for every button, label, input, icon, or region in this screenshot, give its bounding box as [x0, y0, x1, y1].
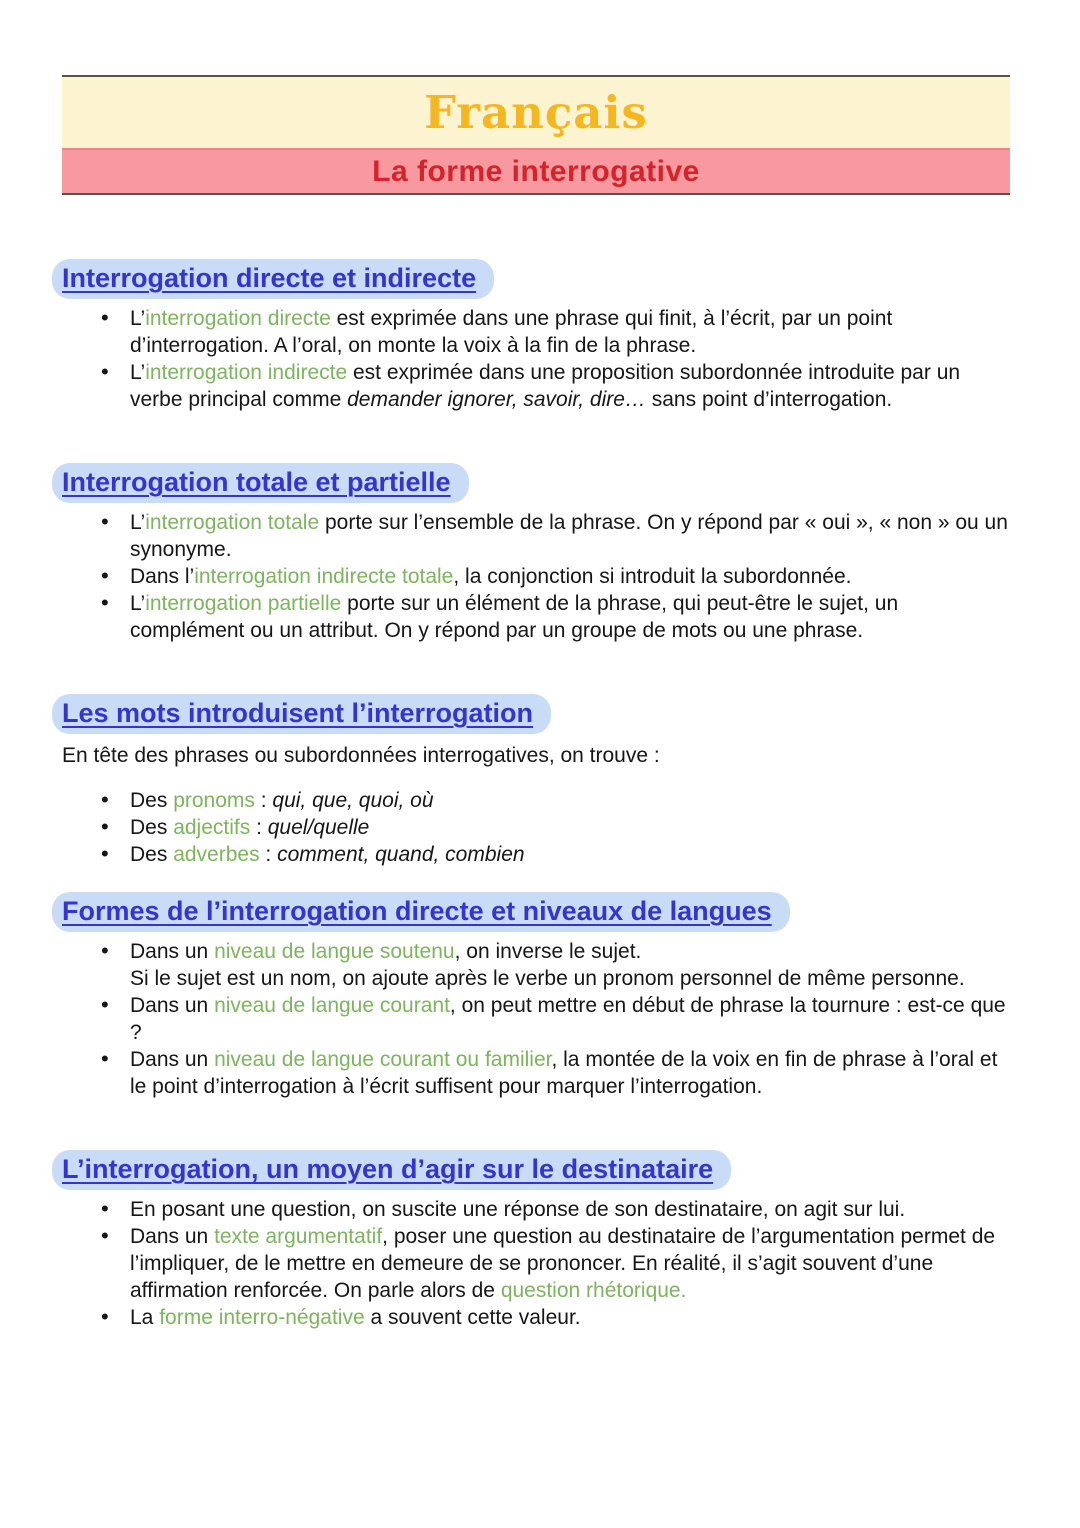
text-segment: interrogation partielle	[145, 592, 342, 615]
section-heading: Interrogation directe et indirecte	[52, 259, 494, 299]
section	[62, 1150, 1016, 1331]
bullet-item	[130, 814, 1016, 841]
bullet-item	[130, 938, 1016, 992]
lesson-band	[62, 148, 1010, 193]
bullet-item	[130, 1196, 1016, 1223]
section	[62, 892, 1016, 1100]
section-heading: Interrogation totale et partielle	[52, 463, 469, 503]
section	[62, 694, 1016, 868]
text-segment: est exprimée dans une proposition subordonnée introduite par un verbe principal comme	[130, 361, 961, 411]
text-segment: , la montée de la voix en fin de phrase à l’oral et le point d’interrogation à l’écrit suffisent pour marquer l’interrogation.	[130, 1048, 998, 1098]
bullet-item	[130, 841, 1016, 868]
text-segment: niveau de langue courant ou familier	[214, 1048, 552, 1071]
section	[62, 259, 1016, 413]
bullet-list	[62, 787, 1016, 868]
bullet-item	[130, 563, 1016, 590]
section-heading: L’interrogation, un moyen d’agir sur le destinataire	[52, 1150, 731, 1190]
text-segment: Dans l’	[130, 565, 195, 588]
text-segment: La	[130, 1306, 160, 1329]
bullet-item	[130, 1304, 1016, 1331]
text-segment: est exprimée dans une phrase qui finit, à l’écrit, par un point d’interrogation. A l’oral, on monte la voix à la fin de la phrase.	[130, 307, 893, 357]
text-segment: Dans un	[130, 940, 215, 963]
section-intro: En tête des phrases ou subordonnées interrogatives, on trouve :	[62, 744, 660, 767]
lesson-title: La forme interrogative	[372, 154, 700, 188]
text-segment: Si le sujet est un nom, on ajoute après le verbe un pronom personnel de même personne.	[130, 967, 965, 990]
text-segment: a souvent cette valeur.	[364, 1306, 581, 1329]
text-segment: Des	[130, 816, 174, 839]
bullet-item	[130, 1223, 1016, 1304]
bullet-item	[130, 992, 1016, 1046]
bullet-list	[62, 938, 1016, 1100]
sections-container	[62, 259, 1016, 1331]
text-segment: Dans un	[130, 1048, 215, 1071]
text-segment: , la conjonction si introduit la subordonnée.	[453, 565, 852, 588]
text-segment: En posant une question, on suscite une réponse de son destinataire, on agit sur lui.	[130, 1198, 906, 1221]
text-segment: niveau de langue courant	[214, 994, 450, 1017]
text-segment: pronoms	[173, 789, 255, 812]
text-segment: , on peut mettre en début de phrase la tournure : est-ce que ?	[130, 994, 1006, 1044]
text-segment: question rhétorique.	[500, 1279, 687, 1302]
text-segment: interrogation totale	[145, 511, 320, 534]
text-segment: Dans un	[130, 1225, 215, 1248]
text-segment: interrogation indirecte	[145, 361, 348, 384]
bullet-list	[62, 305, 1016, 413]
text-segment: Dans un	[130, 994, 215, 1017]
text-segment: interrogation indirecte totale	[194, 565, 454, 588]
text-segment: L’	[130, 361, 146, 384]
bullet-item	[130, 590, 1016, 644]
text-segment: , on inverse le sujet.	[454, 940, 642, 963]
text-segment: niveau de langue soutenu	[214, 940, 455, 963]
subject-title: Français	[424, 86, 648, 139]
text-segment: Des	[130, 789, 174, 812]
bullet-list	[62, 509, 1016, 644]
text-segment: quel/quelle	[267, 816, 370, 839]
text-segment: L’	[130, 511, 146, 534]
subject-band	[62, 77, 1010, 148]
text-segment: :	[254, 789, 273, 812]
text-segment: interrogation directe	[145, 307, 331, 330]
text-segment: adjectifs	[173, 816, 251, 839]
text-segment: :	[259, 843, 278, 866]
section-heading: Formes de l’interrogation directe et niveaux de langues	[52, 892, 790, 932]
section-heading: Les mots introduisent l’interrogation	[52, 694, 551, 734]
text-segment: porte sur l’ensemble de la phrase. On y répond par « oui », « non » ou un synonyme.	[130, 511, 1008, 561]
text-segment: texte argumentatif	[214, 1225, 383, 1248]
text-segment: demander ignorer, savoir, dire…	[347, 388, 646, 411]
text-segment: qui, que, quoi, où	[272, 789, 434, 812]
text-segment: porte sur un élément de la phrase, qui peut-être le sujet, un complément ou un attribut. On y répond par un groupe de mots ou une phrase.	[130, 592, 899, 642]
text-segment: L’	[130, 307, 146, 330]
bullet-item	[130, 509, 1016, 563]
section	[62, 463, 1016, 644]
bullet-item	[130, 787, 1016, 814]
text-segment: comment, quand, combien	[277, 843, 525, 866]
text-segment: L’	[130, 592, 146, 615]
document-header	[62, 75, 1010, 195]
text-segment: adverbes	[173, 843, 260, 866]
text-segment: sans point d’interrogation.	[645, 388, 893, 411]
bullet-item	[130, 359, 1016, 413]
text-segment: Des	[130, 843, 174, 866]
text-segment: , poser une question au destinataire de l’argumentation permet de l’impliquer, de le mettre en demeure de se prononcer. En réalité, il s’agit souvent d’une affirmation renforcée. On parle alors de	[130, 1225, 996, 1302]
text-segment: forme interro-négative	[159, 1306, 365, 1329]
bullet-item	[130, 305, 1016, 359]
bullet-item	[130, 1046, 1016, 1100]
bullet-list	[62, 1196, 1016, 1331]
text-segment: :	[250, 816, 268, 839]
